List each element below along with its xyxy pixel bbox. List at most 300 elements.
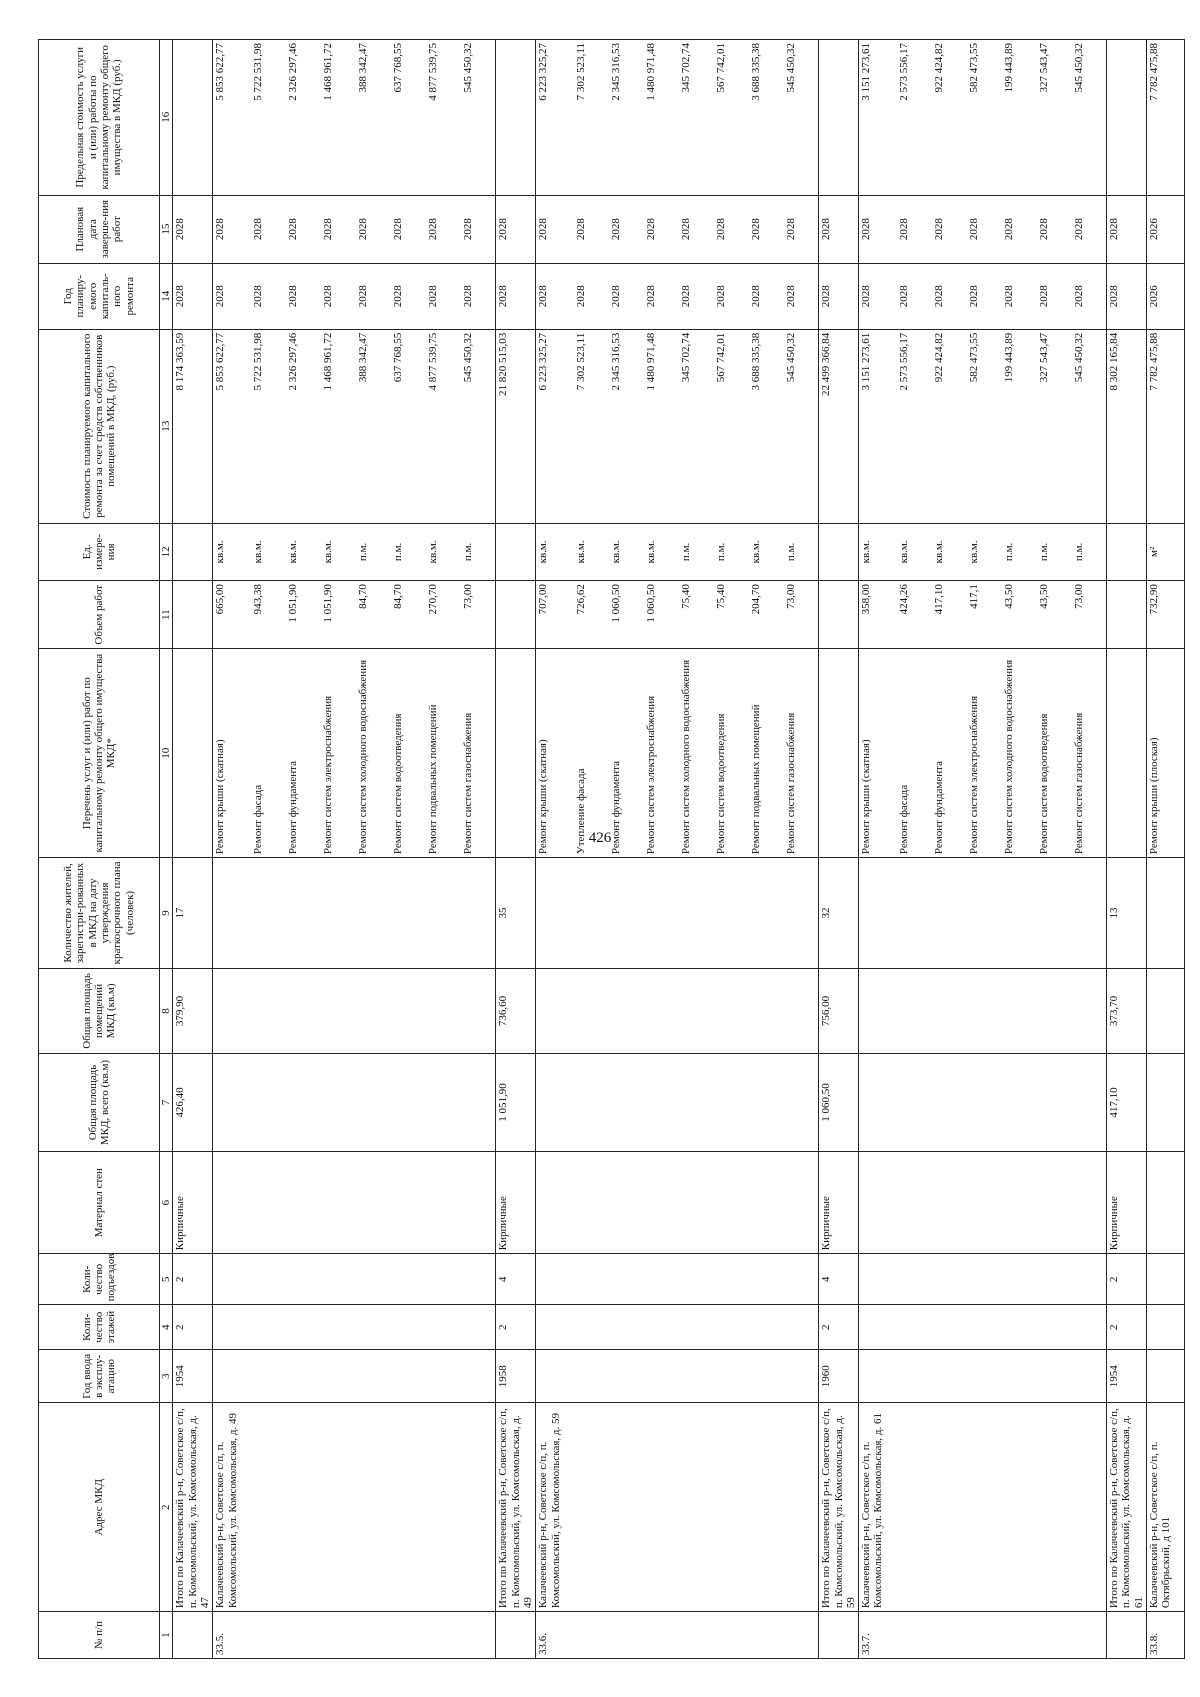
- cell-col-1: [1107, 1612, 1147, 1659]
- cell-col-15: 2028: [714, 195, 749, 263]
- cell-col-4: [679, 1305, 714, 1350]
- cell-col-6: [536, 1152, 574, 1254]
- cell-col-15: 2028: [932, 195, 967, 263]
- page-number: 426: [588, 830, 612, 846]
- cell-col-8: [679, 968, 714, 1053]
- column-header-15: Плановая дата заверше-ния работ: [39, 195, 160, 263]
- column-number-10: 10: [160, 649, 173, 858]
- cell-col-7: [609, 1054, 644, 1152]
- column-number-row: [160, 40, 173, 1659]
- cell-col-10: Ремонт систем электроснабжения: [967, 649, 1002, 858]
- cell-col-1: [679, 1612, 714, 1659]
- cell-col-13: 8 174 363,59: [173, 329, 213, 523]
- cell-col-8: [321, 968, 356, 1053]
- cell-col-12: [819, 523, 859, 581]
- cell-col-12: кв.м.: [967, 523, 1002, 581]
- cell-col-4: [967, 1305, 1002, 1350]
- cell-col-8: [714, 968, 749, 1053]
- cell-col-9: [749, 858, 784, 969]
- cell-col-9: [426, 858, 461, 969]
- cell-col-1: [784, 1612, 819, 1659]
- cell-col-9: 32: [819, 858, 859, 969]
- cell-col-5: 4: [496, 1254, 536, 1305]
- cell-col-14: 2028: [1107, 263, 1147, 329]
- cell-col-16: [819, 40, 859, 196]
- cell-col-3: 1954: [173, 1350, 213, 1403]
- cell-col-1: [1002, 1612, 1037, 1659]
- cell-col-8: [1002, 968, 1037, 1053]
- cell-col-7: [749, 1054, 784, 1152]
- cell-col-12: кв.м.: [644, 523, 679, 581]
- column-header-10: Перечень услуг и (или) работ по капитальному ремонту общего имущества МКД*: [39, 649, 160, 858]
- cell-col-7: [213, 1054, 251, 1152]
- cell-col-5: [859, 1254, 897, 1305]
- cell-col-10: Ремонт систем электроснабжения: [644, 649, 679, 858]
- cell-col-4: [461, 1305, 496, 1350]
- cell-col-9: [967, 858, 1002, 969]
- cell-col-5: [321, 1254, 356, 1305]
- cell-col-15: 2028: [1072, 195, 1107, 263]
- cell-col-1: [426, 1612, 461, 1659]
- cell-col-10: Ремонт систем холодного водоснабжения: [679, 649, 714, 858]
- table-row: [1037, 40, 1072, 1659]
- cell-col-1: [461, 1612, 496, 1659]
- cell-col-13: 1 468 961,72: [321, 329, 356, 523]
- cell-col-3: [1072, 1350, 1107, 1403]
- cell-col-9: [213, 858, 251, 969]
- cell-col-14: 2028: [749, 263, 784, 329]
- cell-col-3: 1958: [496, 1350, 536, 1403]
- column-header-11: Объем работ: [39, 581, 160, 649]
- cell-col-6: [749, 1152, 784, 1254]
- cell-col-14: 2028: [819, 263, 859, 329]
- cell-col-15: 2028: [574, 195, 609, 263]
- column-number-6: 6: [160, 1152, 173, 1254]
- cell-col-12: п.м.: [356, 523, 391, 581]
- cell-col-2: [644, 1403, 679, 1612]
- cell-col-5: [714, 1254, 749, 1305]
- cell-col-4: 2: [819, 1305, 859, 1350]
- cell-col-16: 388 342,47: [356, 40, 391, 196]
- cell-col-14: 2028: [1037, 263, 1072, 329]
- cell-col-9: [932, 858, 967, 969]
- cell-col-2: [897, 1403, 932, 1612]
- table-row: [213, 40, 251, 1659]
- cell-col-12: [173, 523, 213, 581]
- cell-col-8: [1072, 968, 1107, 1053]
- cell-col-6: [1002, 1152, 1037, 1254]
- cell-col-13: 545 450,32: [1072, 329, 1107, 523]
- cell-col-3: [714, 1350, 749, 1403]
- cell-col-12: кв.м.: [932, 523, 967, 581]
- cell-col-3: [356, 1350, 391, 1403]
- cell-col-3: [426, 1350, 461, 1403]
- cell-col-3: [286, 1350, 321, 1403]
- cell-col-5: [536, 1254, 574, 1305]
- cell-col-15: 2028: [286, 195, 321, 263]
- column-header-4: Коли-чество этажей: [39, 1305, 160, 1350]
- cell-col-16: [496, 40, 536, 196]
- cell-col-11: [173, 581, 213, 649]
- cell-col-7: 1 051,90: [496, 1054, 536, 1152]
- table-row: [356, 40, 391, 1659]
- table-row: [391, 40, 426, 1659]
- cell-col-1: 33.7.: [859, 1612, 897, 1659]
- cell-col-2: [251, 1403, 286, 1612]
- cell-col-13: 567 742,01: [714, 329, 749, 523]
- cell-col-2: [1002, 1403, 1037, 1612]
- column-header-2: Адрес МКД: [39, 1403, 160, 1612]
- cell-col-14: 2028: [356, 263, 391, 329]
- cell-col-6: [1037, 1152, 1072, 1254]
- cell-col-15: 2028: [1037, 195, 1072, 263]
- cell-col-13: 8 302 165,84: [1107, 329, 1147, 523]
- cell-col-9: 17: [173, 858, 213, 969]
- cell-col-13: 1 480 971,48: [644, 329, 679, 523]
- cell-col-5: [609, 1254, 644, 1305]
- cell-col-11: [819, 581, 859, 649]
- cell-col-14: 2028: [609, 263, 644, 329]
- cell-col-11: [496, 581, 536, 649]
- cell-col-15: 2028: [536, 195, 574, 263]
- cell-col-10: Ремонт систем водоотведения: [714, 649, 749, 858]
- cell-col-14: 2028: [213, 263, 251, 329]
- cell-col-1: [819, 1612, 859, 1659]
- cell-col-9: [356, 858, 391, 969]
- cell-col-16: 545 450,32: [461, 40, 496, 196]
- cell-col-5: 4: [819, 1254, 859, 1305]
- cell-col-9: [859, 858, 897, 969]
- cell-col-11: 73,00: [1072, 581, 1107, 649]
- table-row: [251, 40, 286, 1659]
- table-row: [644, 40, 679, 1659]
- cell-col-8: [426, 968, 461, 1053]
- cell-col-1: [1072, 1612, 1107, 1659]
- cell-col-16: 1 480 971,48: [644, 40, 679, 196]
- cell-col-7: [897, 1054, 932, 1152]
- cell-col-2: [679, 1403, 714, 1612]
- cell-col-15: 2028: [819, 195, 859, 263]
- cell-col-4: [1002, 1305, 1037, 1350]
- cell-col-10: [496, 649, 536, 858]
- cell-col-4: 2: [1107, 1305, 1147, 1350]
- cell-col-6: [321, 1152, 356, 1254]
- cell-col-2: [609, 1403, 644, 1612]
- cell-col-9: [644, 858, 679, 969]
- cell-col-8: [644, 968, 679, 1053]
- cell-col-14: 2028: [321, 263, 356, 329]
- cell-col-12: п.м.: [1072, 523, 1107, 581]
- cell-col-6: Кирпичные: [173, 1152, 213, 1254]
- cell-col-4: [932, 1305, 967, 1350]
- cell-col-10: [1107, 649, 1147, 858]
- cell-col-15: 2028: [251, 195, 286, 263]
- cell-col-4: [1147, 1305, 1185, 1350]
- cell-col-16: 327 543,47: [1037, 40, 1072, 196]
- cell-col-9: [321, 858, 356, 969]
- cell-col-12: кв.м.: [609, 523, 644, 581]
- cell-col-14: 2028: [286, 263, 321, 329]
- cell-col-1: [609, 1612, 644, 1659]
- cell-col-9: [679, 858, 714, 969]
- cell-col-13: 2 573 556,17: [897, 329, 932, 523]
- table-row: [609, 40, 644, 1659]
- cell-col-3: 1954: [1107, 1350, 1147, 1403]
- cell-col-12: п.м.: [1002, 523, 1037, 581]
- cell-col-7: [574, 1054, 609, 1152]
- cell-col-10: Ремонт систем газоснабжения: [784, 649, 819, 858]
- cell-col-16: 5 722 531,98: [251, 40, 286, 196]
- cell-col-6: [609, 1152, 644, 1254]
- cell-col-11: 417,1: [967, 581, 1002, 649]
- cell-col-7: [1002, 1054, 1037, 1152]
- cell-col-4: [749, 1305, 784, 1350]
- cell-col-2: [714, 1403, 749, 1612]
- cell-col-12: кв.м.: [897, 523, 932, 581]
- table-row: [714, 40, 749, 1659]
- cell-col-1: [286, 1612, 321, 1659]
- cell-col-11: 732,90: [1147, 581, 1185, 649]
- cell-col-7: [391, 1054, 426, 1152]
- cell-col-7: 426,40: [173, 1054, 213, 1152]
- table-row: [286, 40, 321, 1659]
- cell-col-15: 2028: [679, 195, 714, 263]
- cell-col-11: 424,26: [897, 581, 932, 649]
- cell-col-1: [574, 1612, 609, 1659]
- cell-col-5: [251, 1254, 286, 1305]
- cell-col-1: [496, 1612, 536, 1659]
- cell-col-3: [574, 1350, 609, 1403]
- cell-col-2: [784, 1403, 819, 1612]
- table-row: [426, 40, 461, 1659]
- cell-col-10: Ремонт фасада: [251, 649, 286, 858]
- cell-col-1: [714, 1612, 749, 1659]
- column-header-14: Год планиру-емого капиталь-ного ремонта: [39, 263, 160, 329]
- cell-col-4: [321, 1305, 356, 1350]
- cell-col-16: 4 877 539,75: [426, 40, 461, 196]
- cell-col-10: Ремонт систем холодного водоснабжения: [1002, 649, 1037, 858]
- cell-col-7: [1147, 1054, 1185, 1152]
- cell-col-11: 707,00: [536, 581, 574, 649]
- cell-col-13: 3 151 273,61: [859, 329, 897, 523]
- column-number-7: 7: [160, 1054, 173, 1152]
- cell-col-2: Калачеевский р-н, Советское с/п, п. Комсомольский, ул. Комсомольская, д. 49: [213, 1403, 251, 1612]
- cell-col-1: [932, 1612, 967, 1659]
- cell-col-7: [679, 1054, 714, 1152]
- cell-col-11: 73,00: [461, 581, 496, 649]
- cell-col-10: Ремонт систем газоснабжения: [1072, 649, 1107, 858]
- cell-col-7: [536, 1054, 574, 1152]
- cell-col-2: [932, 1403, 967, 1612]
- cell-col-14: 2028: [426, 263, 461, 329]
- cell-col-15: 2028: [1002, 195, 1037, 263]
- cell-col-13: 327 543,47: [1037, 329, 1072, 523]
- cell-col-4: [714, 1305, 749, 1350]
- cell-col-4: [644, 1305, 679, 1350]
- cell-col-7: [784, 1054, 819, 1152]
- cell-col-15: 2028: [609, 195, 644, 263]
- cell-col-12: кв.м.: [213, 523, 251, 581]
- column-header-6: Материал стен: [39, 1152, 160, 1254]
- cell-col-10: Ремонт систем газоснабжения: [461, 649, 496, 858]
- cell-col-14: 2028: [859, 263, 897, 329]
- cell-col-3: [967, 1350, 1002, 1403]
- cell-col-5: [574, 1254, 609, 1305]
- cell-col-12: кв.м.: [251, 523, 286, 581]
- cell-col-3: [784, 1350, 819, 1403]
- table-row: [967, 40, 1002, 1659]
- cell-col-8: 373,70: [1107, 968, 1147, 1053]
- cell-col-14: 2028: [574, 263, 609, 329]
- cell-col-2: [749, 1403, 784, 1612]
- cell-col-9: [461, 858, 496, 969]
- cell-col-6: [574, 1152, 609, 1254]
- cell-col-14: 2028: [932, 263, 967, 329]
- cell-col-3: [461, 1350, 496, 1403]
- cell-col-4: 2: [496, 1305, 536, 1350]
- cell-col-9: [1147, 858, 1185, 969]
- cell-col-8: [609, 968, 644, 1053]
- cell-col-5: [391, 1254, 426, 1305]
- cell-col-1: [1037, 1612, 1072, 1659]
- cell-col-8: [286, 968, 321, 1053]
- cell-col-3: [1037, 1350, 1072, 1403]
- cell-col-9: [251, 858, 286, 969]
- cell-col-2: [967, 1403, 1002, 1612]
- cell-col-11: 84,70: [391, 581, 426, 649]
- cell-col-2: [461, 1403, 496, 1612]
- cell-col-8: [1147, 968, 1185, 1053]
- cell-col-3: [932, 1350, 967, 1403]
- cell-col-2: [1037, 1403, 1072, 1612]
- cell-col-3: [536, 1350, 574, 1403]
- cell-col-16: 6 223 325,27: [536, 40, 574, 196]
- cell-col-2: [356, 1403, 391, 1612]
- cell-col-6: [213, 1152, 251, 1254]
- column-header-16: Предельная стоимость услуги и (или) работы по капитальному ремонту общего имущества в МКД (руб.): [39, 40, 160, 196]
- cell-col-6: [967, 1152, 1002, 1254]
- cell-col-15: 2026: [1147, 195, 1185, 263]
- cell-col-4: [1037, 1305, 1072, 1350]
- cell-col-16: [173, 40, 213, 196]
- table-row: [679, 40, 714, 1659]
- cell-col-3: [251, 1350, 286, 1403]
- cell-col-1: [321, 1612, 356, 1659]
- cell-col-16: 582 473,55: [967, 40, 1002, 196]
- cell-col-8: 379,90: [173, 968, 213, 1053]
- cell-col-16: 199 443,89: [1002, 40, 1037, 196]
- cell-col-10: Ремонт фундамента: [286, 649, 321, 858]
- cell-col-10: Ремонт подвальных помещений: [749, 649, 784, 858]
- cell-col-15: 2028: [173, 195, 213, 263]
- cell-col-15: 2028: [1107, 195, 1147, 263]
- cell-col-7: [251, 1054, 286, 1152]
- cell-col-7: 1 060,50: [819, 1054, 859, 1152]
- cell-col-11: 1 051,90: [321, 581, 356, 649]
- cell-col-4: [213, 1305, 251, 1350]
- cell-col-5: [286, 1254, 321, 1305]
- cell-col-2: Итого по Калачеевский р-н, Советское с/п, п. Комсомольский, ул. Комсомольская, д. 47: [173, 1403, 213, 1612]
- cell-col-10: Ремонт систем водоотведения: [1037, 649, 1072, 858]
- cell-col-10: Ремонт подвальных помещений: [426, 649, 461, 858]
- total-row: [173, 40, 213, 1659]
- cell-col-11: [1107, 581, 1147, 649]
- cell-col-13: 22 499 366,84: [819, 329, 859, 523]
- column-number-1: 1: [160, 1612, 173, 1659]
- cell-col-5: [749, 1254, 784, 1305]
- cell-col-9: 13: [1107, 858, 1147, 969]
- cell-col-8: [784, 968, 819, 1053]
- cell-col-1: 33.6.: [536, 1612, 574, 1659]
- total-row: [496, 40, 536, 1659]
- cell-col-15: 2028: [897, 195, 932, 263]
- table-row: [574, 40, 609, 1659]
- cell-col-12: п.м.: [679, 523, 714, 581]
- table-row: [321, 40, 356, 1659]
- cell-col-10: Ремонт крыши (плоская): [1147, 649, 1185, 858]
- cell-col-1: [391, 1612, 426, 1659]
- cell-col-8: 756,00: [819, 968, 859, 1053]
- cell-col-8: [749, 968, 784, 1053]
- column-header-8: Общая площадь помещений МКД (кв.м): [39, 968, 160, 1053]
- cell-col-6: Кирпичные: [1107, 1152, 1147, 1254]
- column-number-15: 15: [160, 195, 173, 263]
- cell-col-13: 2 326 297,46: [286, 329, 321, 523]
- cell-col-16: 3 688 335,38: [749, 40, 784, 196]
- cell-col-6: [932, 1152, 967, 1254]
- cell-col-10: Ремонт фундамента: [932, 649, 967, 858]
- cell-col-16: 1 468 961,72: [321, 40, 356, 196]
- cell-col-16: 545 450,32: [784, 40, 819, 196]
- cell-col-5: [897, 1254, 932, 1305]
- cell-col-7: [1072, 1054, 1107, 1152]
- cell-col-15: 2028: [461, 195, 496, 263]
- cell-col-6: [356, 1152, 391, 1254]
- cell-col-8: [536, 968, 574, 1053]
- cell-col-14: 2026: [1147, 263, 1185, 329]
- cell-col-13: 2 345 316,53: [609, 329, 644, 523]
- cell-col-3: [609, 1350, 644, 1403]
- cell-col-8: [967, 968, 1002, 1053]
- column-number-4: 4: [160, 1305, 173, 1350]
- cell-col-9: [1037, 858, 1072, 969]
- cell-col-15: 2028: [426, 195, 461, 263]
- cell-col-2: Калачеевский р-н, Советское с/п, п. Октябрьский, д 101: [1147, 1403, 1185, 1612]
- cell-col-4: [574, 1305, 609, 1350]
- cell-col-10: Ремонт фасада: [897, 649, 932, 858]
- table-row: [749, 40, 784, 1659]
- cell-col-5: [679, 1254, 714, 1305]
- cell-col-6: [1072, 1152, 1107, 1254]
- cell-col-10: Ремонт фундамента: [609, 649, 644, 858]
- cell-col-7: [859, 1054, 897, 1152]
- cell-col-9: [286, 858, 321, 969]
- cell-col-16: 5 853 622,77: [213, 40, 251, 196]
- cell-col-5: [967, 1254, 1002, 1305]
- cell-col-7: [461, 1054, 496, 1152]
- cell-col-11: 1 060,50: [644, 581, 679, 649]
- cell-col-9: [784, 858, 819, 969]
- cell-col-15: 2028: [967, 195, 1002, 263]
- cell-col-5: [356, 1254, 391, 1305]
- cell-col-1: [967, 1612, 1002, 1659]
- table-row: [932, 40, 967, 1659]
- cell-col-12: п.м.: [784, 523, 819, 581]
- cell-col-11: 75,40: [714, 581, 749, 649]
- column-number-3: 3: [160, 1350, 173, 1403]
- cell-col-8: [251, 968, 286, 1053]
- cell-col-3: [1147, 1350, 1185, 1403]
